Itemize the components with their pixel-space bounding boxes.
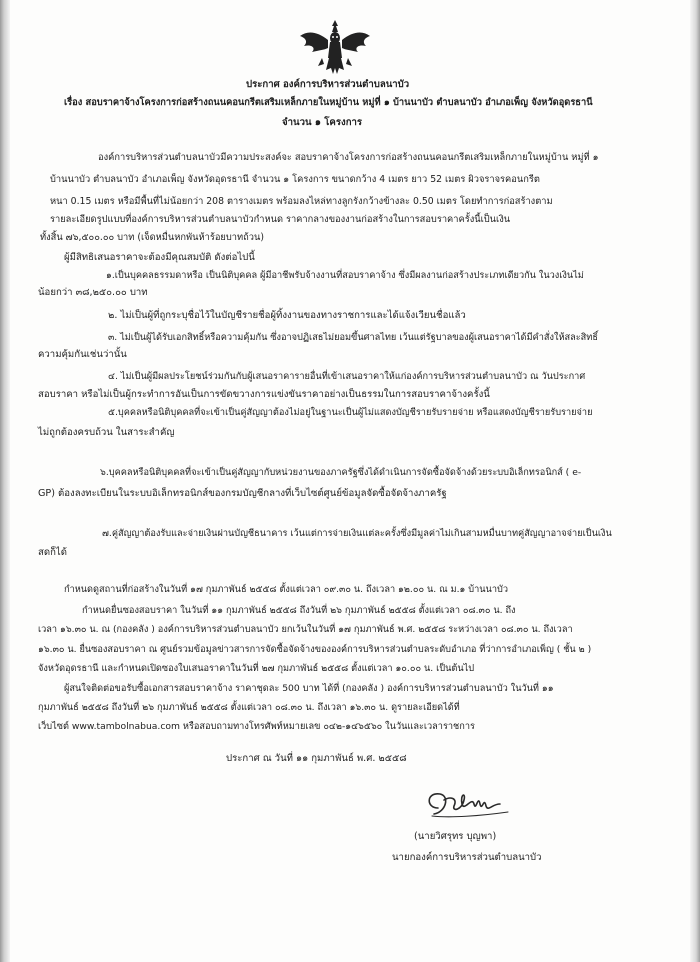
announcement-subject: เรื่อง สอบราคาจ้างโครงการก่อสร้างถนนคอนกรีตเสริมเหล็กภายในหมู่บ้าน หมู่ที่ ๑ บ้านนาบัว ตำบลนาบัว อำเภอเพ็ญ จังหวัดอุดรธานี: [64, 97, 593, 108]
purchase-line-2: กุมภาพันธ์ ๒๕๕๘ ถึงวันที่ ๒๖ กุมภาพันธ์ ๒๕๕๘ ตั้งแต่เวลา ๐๘.๓๐ น. ถึงเวลา ๑๖.๓๐ น. ดูรายละเอียดได้ที่: [38, 702, 460, 713]
garuda-emblem-icon: [298, 18, 372, 76]
project-quantity: จำนวน ๑ โครงการ: [282, 117, 363, 128]
announcement-title: ประกาศ องค์การบริหารส่วนตำบลนาบัว: [246, 79, 410, 90]
submission-line-1: กำหนดยื่นซองสอบราคา ในวันที่ ๑๑ กุมภาพันธ์ ๒๕๕๘ ถึงวันที่ ๒๖ กุมภาพันธ์ ๒๕๕๘ ตั้งแต่เวลา ๐๘.๓๐ น. ถึง: [82, 605, 516, 616]
site-visit-schedule: กำหนดดูสถานที่ก่อสร้างในวันที่ ๑๗ กุมภาพันธ์ ๒๕๕๘ ตั้งแต่เวลา ๐๙.๓๐ น. ถึงเวลา ๑๒.๐๐ น. ณ ม.๑ บ้านนาบัว: [64, 584, 508, 595]
purchase-line-1: ผู้สนใจติดต่อขอรับซื้อเอกสารสอบราคาจ้าง ราคาชุดละ 500 บาท ได้ที่ (กองคลัง ) องค์การบริหารส่วนตำบลนาบัว ในวันที่ ๑๑: [64, 683, 554, 694]
qualification-1-line-2: น้อยกว่า ๓๘,๒๕๐.๐๐ บาท: [38, 287, 148, 298]
intro-line-2: บ้านนาบัว ตำบลนาบัว อำเภอเพ็ญ จังหวัดอุดรธานี จำนวน ๑ โครงการ ขนาดกว้าง 4 เมตร ยาว 52 เมตร ผิวจราจรคอนกรีต: [50, 174, 540, 185]
scan-edge-right: [690, 0, 700, 962]
qualification-4-line-1: ๔. ไม่เป็นผู้มีผลประโยชน์ร่วมกันกับผู้เสนอราคารายอื่นที่เข้าเสนอราคาให้แก่องค์การบริหารส่วนตำบลนาบัว ณ วันประกาศ: [108, 371, 586, 382]
submission-line-3: ๑๖.๓๐ น. ยื่นซองสอบราคา ณ ศูนย์รวมข้อมูลข่าวสารการจัดซื้อจัดจ้างขององค์การบริหารส่วนตำบลระดับอำเภอ ที่ว่าการอำเภอเพ็ญ ( ชั้น ๒ ): [38, 644, 592, 655]
qualification-6-line-2: GP) ต้องลงทะเบียนในระบบอิเล็กทรอนิกส์ของกรมบัญชีกลางที่เว็บไซต์ศูนย์ข้อมูลจัดซื้อจัดจ้างภาครัฐ: [38, 488, 447, 499]
signer-name: (นายวิศรุทร บุญพา): [414, 831, 497, 842]
qualifications-heading: ผู้มีสิทธิเสนอราคาจะต้องมีคุณสมบัติ ดังต่อไปนี้: [64, 252, 255, 263]
announcement-date: ประกาศ ณ วันที่ ๑๑ กุมภาพันธ์ พ.ศ. ๒๕๕๘: [226, 753, 407, 764]
qualification-3-line-1: ๓. ไม่เป็นผู้ได้รับเอกสิทธิ์หรือความคุ้มกัน ซึ่งอาจปฏิเสธไม่ยอมขึ้นศาลไทย เว้นแต่รัฐบาลของผู้เสนอราคาได้มีคำสั่งให้สละสิทธิ์: [108, 332, 598, 343]
qualification-4-line-2: สอบราคา หรือไม่เป็นผู้กระทำการอันเป็นการขัดขวางการแข่งขันราคาอย่างเป็นธรรมในการสอบราคาจ้างครั้งนี้: [38, 389, 490, 400]
qualification-5-line-1: ๕.บุคคลหรือนิติบุคคลที่จะเข้าเป็นคู่สัญญาต้องไม่อยู่ในฐานะเป็นผู้ไม่แสดงบัญชีรายรับรายจ่าย หรือแสดงบัญชีรายรับรายจ่าย: [108, 407, 593, 418]
qualification-1-line-1: ๑.เป็นบุคคลธรรมดาหรือ เป็นนิติบุคคล ผู้มีอาชีพรับจ้างงานที่สอบราคาจ้าง ซึ่งมีผลงานก่อสร้างประเภทเดียวกัน ในวงเงินไม่: [106, 270, 584, 281]
qualification-7-line-1: ๗.คู่สัญญาต้องรับและจ่ายเงินผ่านบัญชีธนาคาร เว้นแต่การจ่ายเงินแต่ละครั้งซึ่งมีมูลค่าไม่เกินสามหมื่นบาทคู่สัญญาอาจจ่ายเป็นเงิน: [102, 528, 612, 539]
qualification-6-line-1: ๖.บุคคลหรือนิติบุคคลที่จะเข้าเป็นคู่สัญญากับหน่วยงานของภาครัฐซึ่งได้ดำเนินการจัดซื้อจัดจ้างด้วยระบบอิเล็กทรอนิกส์ ( e-: [100, 467, 582, 478]
intro-line-1: องค์การบริหารส่วนตำบลนาบัวมีความประสงค์จะ สอบราคาจ้างโครงการก่อสร้างถนนคอนกรีตเสริมเหล็กภายในหมู่บ้าน หมู่ที่ ๑: [98, 152, 599, 163]
qualification-3-line-2: ความคุ้มกันเช่นว่านั้น: [38, 349, 127, 360]
purchase-line-3: เว็บไซต์ www.tambolnabua.com หรือสอบถามทางโทรศัพท์หมายเลข ๐๔๒-๑๔๖๕๖๐ ในวันและเวลาราชการ: [38, 721, 475, 732]
qualification-2: ๒. ไม่เป็นผู้ที่ถูกระบุชื่อไว้ในบัญชีรายชื่อผู้ทิ้งงานของทางราชการและได้แจ้งเวียนชื่อแล้ว: [108, 310, 466, 321]
intro-line-5: ทั้งสิ้น ๗๖,๕๐๐.๐๐ บาท (เจ็ดหมื่นหกพันห้าร้อยบาทถ้วน): [40, 232, 264, 243]
submission-line-4: จังหวัดอุดรธานี และกำหนดเปิดซองใบเสนอราคาในวันที่ ๒๗ กุมภาพันธ์ ๒๕๕๘ ตั้งแต่เวลา ๑๐.๐๐ น. เป็นต้นไป: [38, 663, 475, 674]
qualification-7-line-2: สดก็ได้: [38, 547, 67, 558]
intro-line-4: รายละเอียดรูปแบบที่องค์การบริหารส่วนตำบลนาบัวกำหนด ราคากลางของงานก่อสร้างในการสอบราคาครั้งนี้เป็นเงิน: [50, 214, 511, 225]
signature-image: [420, 786, 516, 822]
scan-edge-left: [0, 0, 10, 962]
submission-line-2: เวลา ๑๖.๓๐ น. ณ (กองคลัง ) องค์การบริหารส่วนตำบลนาบัว ยกเว้นในวันที่ ๑๗ กุมภาพันธ์ พ.ศ. ๒๕๕๘ ระหว่างเวลา ๐๘.๓๐ น. ถึงเวลา: [38, 624, 573, 635]
qualification-5-line-2: ไม่ถูกต้องครบถ้วน ในสาระสำคัญ: [38, 427, 175, 438]
signer-title: นายกองค์การบริหารส่วนตำบลนาบัว: [392, 852, 542, 863]
intro-line-3: หนา 0.15 เมตร หรือมีพื้นที่ไม่น้อยกว่า 208 ตารางเมตร พร้อมลงไหล่ทางลูกรังกว้างข้างละ 0.50 เมตร โดยทำการก่อสร้างตาม: [50, 196, 553, 207]
